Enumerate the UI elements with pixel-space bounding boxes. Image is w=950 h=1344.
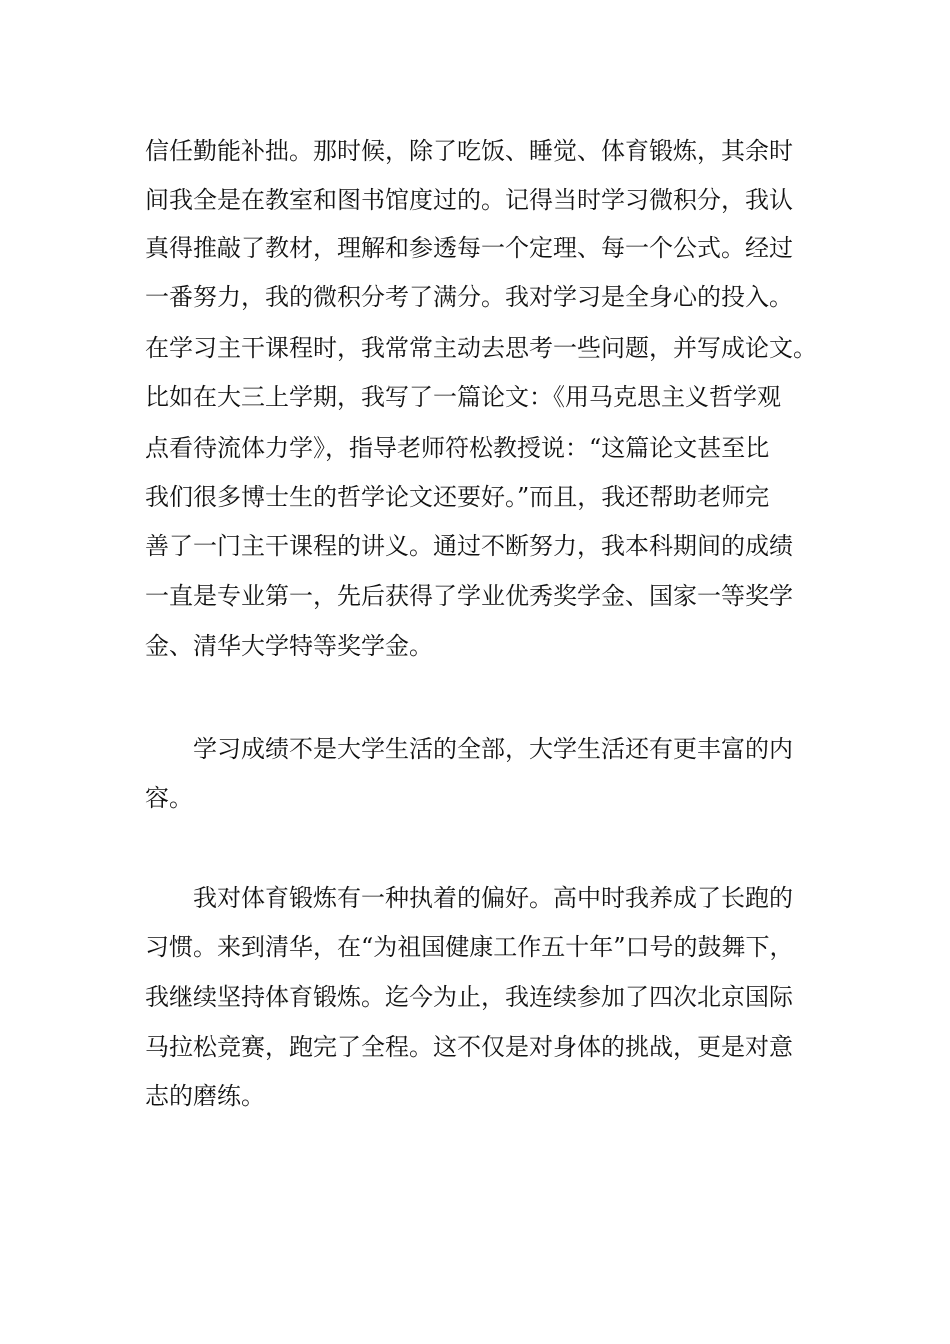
- text-line: 点看待流体力学》，指导老师符松教授说：“这篇论文甚至比: [145, 434, 770, 462]
- text-line: 比如在大三上学期，我写了一篇论文：《用马克思主义哲学观: [145, 383, 781, 411]
- text-line: 我们很多博士生的哲学论文还要好。”而且，我还帮助老师完: [145, 483, 770, 511]
- text-line: 容。: [145, 784, 193, 812]
- text-line: 真得推敲了教材，理解和参透每一个定理、每一个公式。经过: [145, 234, 793, 262]
- text-line: 一番努力，我的微积分考了满分。我对学习是全身心的投入。: [145, 283, 793, 311]
- text-line: 我对体育锻炼有一种执着的偏好。高中时我养成了长跑的: [193, 884, 793, 912]
- text-line: 金、清华大学特等奖学金。: [145, 632, 433, 660]
- text-line: 习惯。来到清华，在“为祖国健康工作五十年”口号的鼓舞下，: [145, 933, 794, 961]
- text-line: 学习成绩不是大学生活的全部，大学生活还有更丰富的内: [193, 735, 793, 763]
- text-line: 我继续坚持体育锻炼。迄今为止，我连续参加了四次北京国际: [145, 983, 793, 1011]
- text-line: 志的磨练。: [145, 1082, 265, 1110]
- text-line: 马拉松竞赛，跑完了全程。这不仅是对身体的挑战，更是对意: [145, 1033, 793, 1061]
- text-line: 间我全是在教室和图书馆度过的。记得当时学习微积分，我认: [145, 186, 793, 214]
- text-line: 善了一门主干课程的讲义。通过不断努力，我本科期间的成绩: [145, 532, 793, 560]
- text-line: 一直是专业第一，先后获得了学业优秀奖学金、国家一等奖学: [145, 582, 793, 610]
- text-line: 信任勤能补拙。那时候，除了吃饭、睡觉、体育锻炼，其余时: [145, 137, 793, 165]
- text-line: 在学习主干课程时，我常常主动去思考一些问题，并写成论文。: [145, 334, 817, 362]
